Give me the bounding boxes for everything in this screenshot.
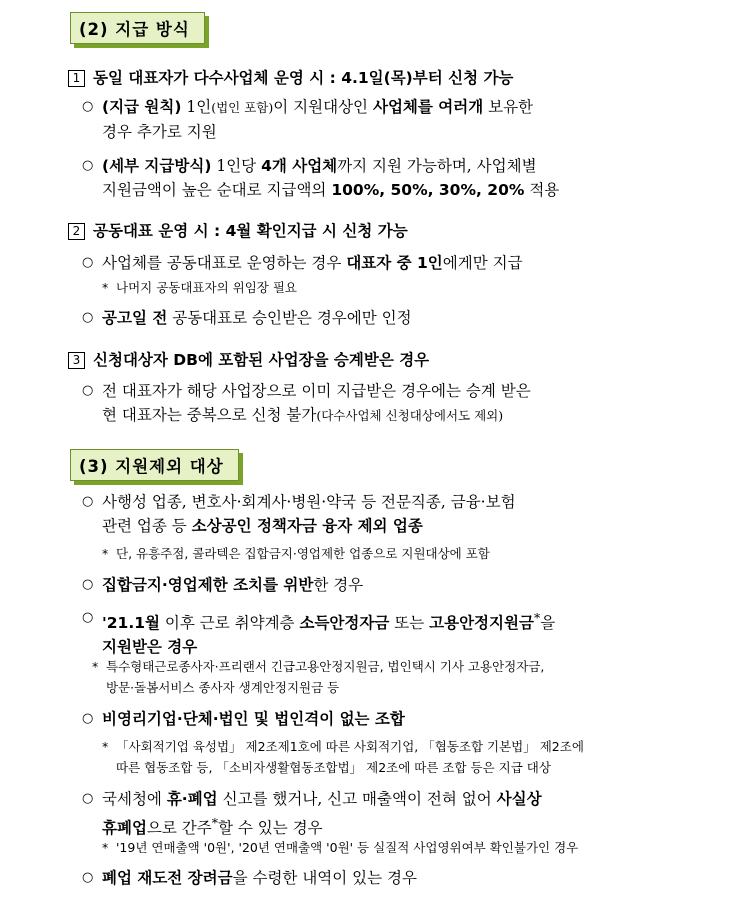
circle-bullet-icon: ○ — [82, 791, 94, 806]
bullet-restart-incentive: ○ 폐업 재도전 장려금을 수령한 내역이 있는 경우 — [82, 866, 682, 890]
subsection-2-title: 2 공동대표 운영 시 : 4월 확인지급 시 신청 가능 — [68, 219, 408, 241]
circle-bullet-icon: ○ — [82, 255, 94, 270]
bullet-excluded-industries: ○ 사행성 업종, 변호사·회계사·병원·약국 등 전문직종, 금융·보험 관련 업종 등 소상공인 정책자금 융자 제외 업종 — [82, 490, 682, 538]
bullet-detailed-method: ○ (세부 지급방식) 1인당 4개 사업체까지 지원 가능하며, 사업체별 지원금액이 높은 순대로 지급액의 100%, 50%, 30%, 20% 적용 — [82, 154, 682, 202]
note-power-of-attorney: * 나머지 공동대표자의 위임장 필요 — [102, 277, 297, 298]
circle-bullet-icon: ○ — [82, 870, 94, 885]
circle-bullet-icon: ○ — [82, 310, 94, 325]
asterisk-icon: * — [102, 280, 109, 295]
asterisk-icon: * — [102, 546, 109, 561]
circle-bullet-icon: ○ — [82, 383, 94, 398]
subsection-number-box: 2 — [68, 223, 85, 240]
note-zero-sales: * '19년 연매출액 '0원', '20년 연매출액 '0원' 등 실질적 사업영위여부 확인불가인 경우 — [102, 837, 578, 858]
bullet-closed-business: ○ 국세청에 휴·폐업 신고를 했거나, 신고 매출액이 전혀 없어 사실상 휴폐업으로 간주*할 수 있는 경우 — [82, 787, 682, 840]
bullet-violation: ○ 집합금지·영업제한 조치를 위반한 경우 — [82, 573, 682, 597]
section-heading-text: (2) 지급 방식 — [79, 20, 190, 39]
asterisk-icon: * — [102, 840, 109, 855]
circle-bullet-icon: ○ — [82, 610, 94, 625]
subsection-3-title: 3 신청대상자 DB에 포함된 사업장을 승계받은 경우 — [68, 348, 429, 370]
section-heading-text: (3) 지원제외 대상 — [79, 457, 224, 476]
section-heading-exclusions — [70, 449, 239, 481]
bullet-nonprofit: ○ 비영리기업·단체·법인 및 법인격이 없는 조합 — [82, 707, 682, 731]
bullet-joint-representative: ○ 사업체를 공동대표로 운영하는 경우 대표자 중 1인에게만 지급 — [82, 251, 682, 275]
circle-bullet-icon: ○ — [82, 99, 94, 114]
circle-bullet-icon: ○ — [82, 494, 94, 509]
bullet-succession: ○ 전 대표자가 해당 사업장으로 이미 지급받은 경우에는 승계 받은 현 대표자는 중복으로 신청 불가(다수사업체 신청대상에서도 제외) — [82, 379, 682, 428]
note-entertainment-exception: * 단, 유흥주점, 콜라텍은 집합금지·영업제한 업종으로 지원대상에 포함 — [102, 543, 490, 564]
subsection-number-box: 1 — [68, 70, 85, 87]
bullet-prior-support: ○ '21.1월 이후 근로 취약계층 소득안정자금 또는 고용안정지원금*을 지원받은 경우 — [82, 606, 682, 659]
circle-bullet-icon: ○ — [82, 577, 94, 592]
asterisk-icon: * — [102, 739, 109, 754]
circle-bullet-icon: ○ — [82, 158, 94, 173]
subsection-1-title: 1 동일 대표자가 다수사업체 운영 시 : 4.1일(목)부터 신청 가능 — [68, 66, 513, 88]
section-heading-payment-method — [70, 12, 205, 44]
note-social-enterprise: * 「사회적기업 육성법」 제2조제1호에 따른 사회적기업, 「협동조합 기본법」 제2조에 따른 협동조합 등, 「소비자생활협동조합법」 제2조에 따른 조합 등은 지급 대상 — [102, 736, 584, 778]
bullet-announcement-date: ○ 공고일 전 공동대표로 승인받은 경우에만 인정 — [82, 306, 682, 330]
subsection-number-box: 3 — [68, 352, 85, 369]
bullet-payment-principle: ○ (지급 원칙) 1인(법인 포함)이 지원대상인 사업체를 여러개 보유한 경우 추가로 지원 — [82, 95, 682, 144]
circle-bullet-icon: ○ — [82, 711, 94, 726]
note-prior-support-programs: * 특수형태근로종사자·프리랜서 긴급고용안정지원금, 법인택시 기사 고용안정자금, 방문·돌봄서비스 종사자 생계안정지원금 등 — [92, 656, 544, 698]
asterisk-icon: * — [92, 659, 99, 674]
